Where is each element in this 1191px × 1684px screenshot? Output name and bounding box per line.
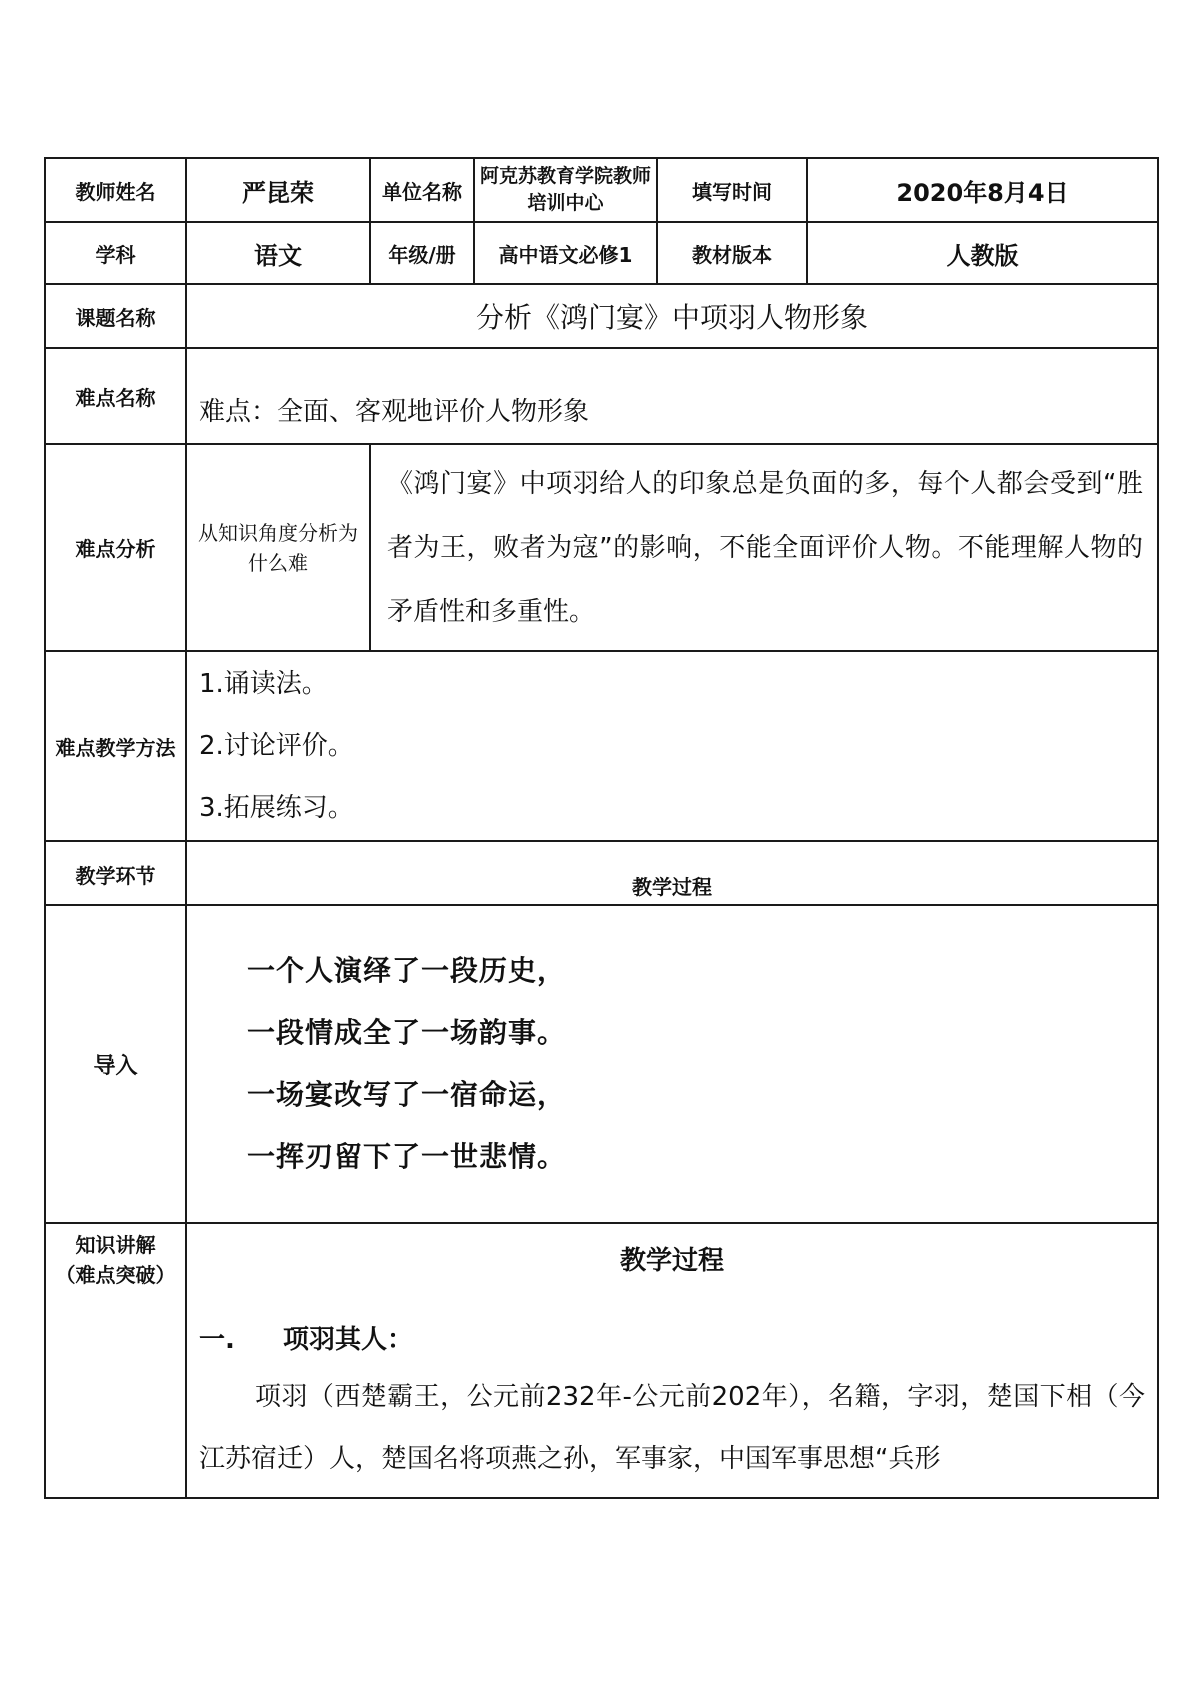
- knowledge-label: [45, 1223, 186, 1498]
- intro-row: [45, 905, 1158, 1223]
- intro-line: 一挥刃留下了一世悲情。: [247, 1140, 567, 1173]
- grade-label: 年级/册: [370, 222, 474, 284]
- edition-value: 人教版: [807, 222, 1158, 284]
- method-item: 3.拓展练习。: [199, 793, 354, 823]
- unit-label: 单位名称: [370, 158, 474, 222]
- header-row-2: [45, 222, 1158, 284]
- time-label: 填写时间: [657, 158, 807, 222]
- subject-value: 语文: [186, 222, 370, 284]
- lesson-plan-table: [44, 157, 1159, 1499]
- intro-line: 一段情成全了一场韵事。: [247, 1016, 567, 1049]
- difficulty-label: 难点名称: [45, 348, 186, 444]
- section-number: 一.: [199, 1325, 235, 1355]
- knowledge-content: [186, 1223, 1158, 1498]
- intro-label: 导入: [45, 905, 186, 1223]
- analysis-angle: 从知识角度分析为什么难: [186, 444, 370, 651]
- methods-row: [45, 651, 1158, 841]
- section-title: 项羽其人：: [283, 1325, 414, 1355]
- knowledge-label-line1: 知识讲解: [75, 1233, 156, 1257]
- topic-value: 分析《鸿门宴》中项羽人物形象: [186, 284, 1158, 348]
- teacher-label: 教师姓名: [45, 158, 186, 222]
- subject-label: 学科: [45, 222, 186, 284]
- analysis-text: 《鸿门宴》中项羽给人的印象总是负面的多，每个人都会受到“胜者为王，败者为寇”的影响，不能全面评价人物。不能理解人物的矛盾性和多重性。: [370, 444, 1158, 651]
- edition-label: 教材版本: [657, 222, 807, 284]
- process-header-row: [45, 841, 1158, 905]
- analysis-row: [45, 444, 1158, 651]
- methods-label: 难点教学方法: [45, 651, 186, 841]
- intro-line: 一个人演绎了一段历史，: [247, 954, 567, 987]
- unit-value: 阿克苏教育学院教师培训中心: [474, 158, 657, 222]
- topic-label: 课题名称: [45, 284, 186, 348]
- process-value: 教学过程: [186, 841, 1158, 905]
- method-item: 2.讨论评价。: [199, 731, 354, 761]
- intro-line: 一场宴改写了一宿命运，: [247, 1078, 567, 1111]
- time-value: 2020年8月4日: [807, 158, 1158, 222]
- process-label: 教学环节: [45, 841, 186, 905]
- method-item: 1.诵读法。: [199, 669, 328, 699]
- difficulty-value: 难点：全面、客观地评价人物形象: [186, 348, 1158, 444]
- knowledge-paragraph: 项羽（西楚霸王，公元前232年-公元前202年），名籍，字羽，楚国下相（今江苏宿迁）人，楚国名将项燕之孙，军事家，中国军事思想“兵形: [199, 1382, 1145, 1474]
- difficulty-row: [45, 348, 1158, 444]
- header-row-1: [45, 158, 1158, 222]
- intro-poem: [186, 905, 1158, 1223]
- teacher-value: 严昆荣: [186, 158, 370, 222]
- grade-value: 高中语文必修1: [474, 222, 657, 284]
- knowledge-title: 教学过程: [619, 1246, 724, 1276]
- section-heading: [199, 1314, 1145, 1366]
- knowledge-label-line2: （难点突破）: [55, 1263, 176, 1287]
- topic-row: [45, 284, 1158, 348]
- knowledge-row: [45, 1223, 1158, 1498]
- methods-list: [186, 651, 1158, 841]
- analysis-label: 难点分析: [45, 444, 186, 651]
